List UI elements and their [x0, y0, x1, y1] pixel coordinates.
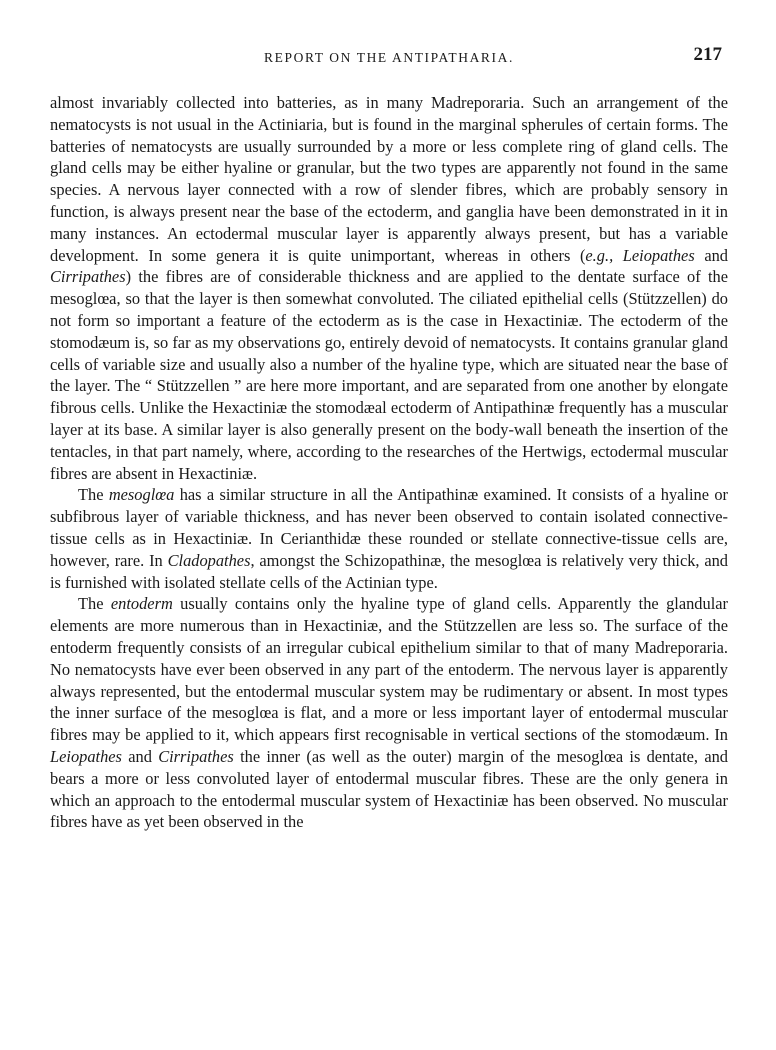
paragraph-entoderm	[50, 593, 728, 833]
italic-term: Leiopathes	[50, 746, 122, 766]
italic-term: e.g., Leiopathes	[585, 245, 695, 265]
italic-term: mesoglœa	[108, 485, 175, 505]
text-run: and	[694, 245, 728, 265]
text-run: has a similar structure in all the Antipathinæ examined. It consists of a hyaline or subfibrous layer of variable thickness, and has never been observed to contain isolated connective-tissue cells as in Hexactiniæ. In Cerianthidæ these rounded or stellate connective-tissue cells are, however, rare. In	[50, 485, 728, 570]
paragraph-mesogloea	[50, 484, 728, 593]
italic-term: Cladopathes	[167, 550, 251, 570]
text-run: ) the fibres are of considerable thickness and are applied to the dentate surface of the mesoglœa, so that the layer is then somewhat convoluted. The ciliated epithelial cells (Stützzellen) do not form so important a feature of the ectoderm as is the case in Hexactiniæ. The ectoderm of the stomodæum is, so far as my observations go, entirely devoid of nematocysts. It contains granular gland cells of variable size and usually also a number of the hyaline type, which are situated near the base of the layer. The “ Stützzellen ” are here more important, and are separated from one another by elongate fibrous cells. Unlike the Hexactiniæ the stomodæal ectoderm of Antipathinæ frequently has a muscular layer at its base. A similar layer is also generally present on the body-wall beneath the insertion of the tentacles, in that part namely, where, according to the researches of the Hertwigs, ectodermal muscular fibres are absent in Hexactiniæ.	[50, 267, 728, 483]
body-text	[50, 92, 728, 833]
text-run: usually contains only the hyaline type of gland cells. Apparently the glandular elements are more numerous than in Hexactiniæ, and the Stützzellen are less so. The surface of the entoderm frequently consists of an irregular cubical epithelium similar to that of many Madreporaria. No nematocysts have ever been observed in any part of the entoderm. The nervous layer is apparently always represented, but the entodermal muscular system may be rudimentary or absent. In most types the inner surface of the mesoglœa is flat, and a more or less important layer of entodermal muscular fibres may be applied to it, which appears first recognisable in vertical sections of the stomodæum. In	[50, 594, 728, 745]
paragraph-ectoderm	[50, 92, 728, 484]
text-run: The	[78, 485, 109, 505]
text-run: and	[121, 746, 159, 766]
page-number: 217	[693, 44, 722, 65]
page-header	[50, 44, 728, 72]
italic-term: entoderm	[110, 594, 173, 614]
text-run: almost invariably collected into batteries, as in many Madreporaria. Such an arrangement of the nematocysts is not usual in the Actiniaria, but is found in the marginal spherules of certain forms. The batteries of nematocysts are usually surrounded by a more or less complete ring of gland cells. The gland cells may be either hyaline or granular, but the two types are apparently not found in the same species. A nervous layer connected with a row of slender fibres, which are probably sensory in function, is always present near the base of the ectoderm, and ganglia have been demonstrated in it in many instances. An ectodermal muscular layer is apparently always present, but has a variable development. In some genera it is quite unimportant, whereas in others (	[50, 93, 728, 265]
italic-term: Cirripathes	[50, 267, 126, 287]
running-title: REPORT ON THE ANTIPATHARIA.	[264, 50, 514, 65]
text-run: the inner (as well as the outer) margin of the mesoglœa is dentate, and bears a more or less convoluted layer of entodermal muscular fibres. These are the only genera in which an approach to the entodermal muscular system of Hexactiniæ has been observed. No muscular fibres have as yet been observed in the	[50, 746, 728, 832]
text-run: The	[78, 594, 111, 614]
italic-term: Cirripathes	[158, 746, 234, 766]
text-run: , amongst the Schizopathinæ, the mesoglœa is relatively very thick, and is furnished with isolated stellate cells of the Actinian type.	[50, 550, 729, 592]
